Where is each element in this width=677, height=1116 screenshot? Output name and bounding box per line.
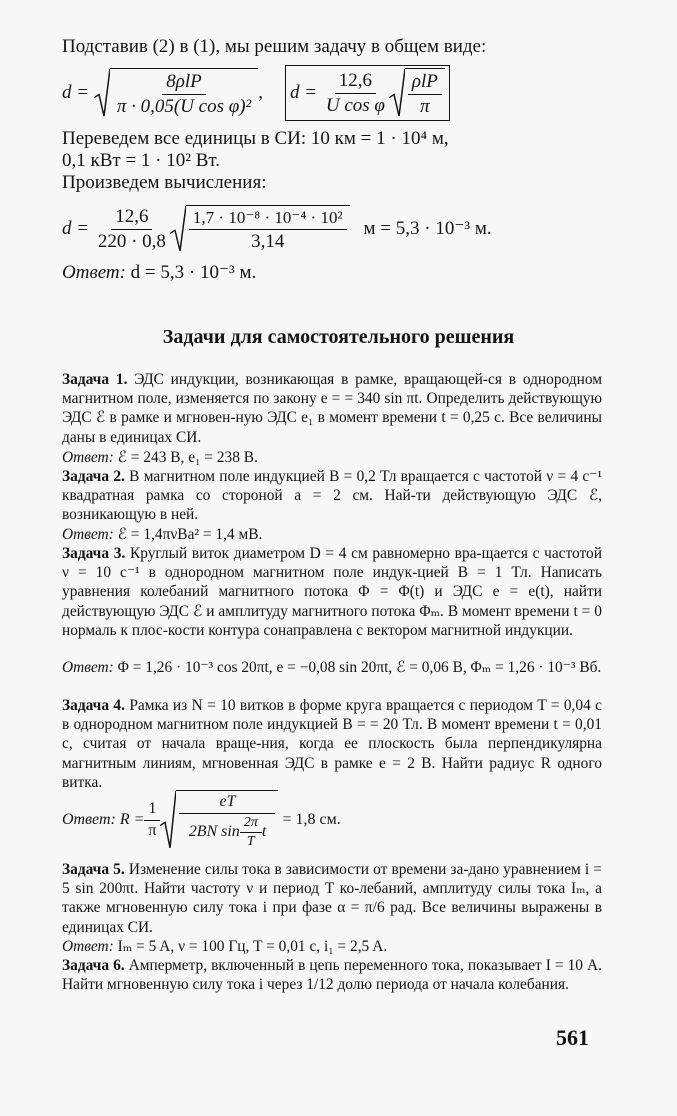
f4-den-a: 2BN sin	[188, 822, 240, 840]
answer-value: ℰ = 1,4πνBa² = 1,4 мВ.	[117, 526, 263, 543]
task-3	[62, 544, 602, 640]
task-text: В магнитном поле индукцией B = 0,2 Тл вращается с частотой ν = 4 с⁻¹ квадратная рамка со стороной a = 2 см. Най-ти действующую ЭДС ℰ, возникающую в ней.	[62, 468, 602, 524]
f4-rhs: = 1,8 см.	[282, 811, 341, 828]
task-text: Изменение силы тока в зависимости от времени за-дано уравнением i = 5 sin 200πt. Найти частоту ν и период T ко-лебаний, амплитуду силы тока Iₘ, а также мгновенную силу тока i при фазе α = π/6 рад. Все величины выражены в единицах СИ.	[62, 861, 602, 936]
f2-rden: π	[420, 96, 430, 117]
f4-sqrt	[160, 790, 278, 850]
task-text: Круглый виток диаметром D = 4 см равномерно вра-щается с частотой ν = 10 с⁻¹ в однородном магнитном поле индук-цией B = 1 Тл. Написать уравнения колебаний магнитного потока Φ = Φ(t) и ЭДС e = e(t), найти действующую ЭДС ℰ и амплитуду магнитного потока Φₘ. В момент времени t = 0 нормаль к плос-кости контура сонаправлена с вектором магнитной индукции.	[62, 545, 602, 639]
task-2	[62, 467, 602, 525]
f4-den-fnum: 2π	[240, 815, 262, 833]
f2-num: 12,6	[335, 70, 376, 94]
answer-label: Ответ:	[62, 449, 114, 466]
f3-lhs: d =	[62, 218, 90, 239]
task-label: Задача 3.	[62, 545, 126, 562]
task-label: Задача 5.	[62, 861, 125, 878]
f1-den: π · 0,05(U cos φ)²	[116, 96, 252, 117]
task-3-answer	[62, 658, 602, 677]
f2-lhs: d =	[290, 82, 318, 103]
page-number: 561	[556, 1025, 589, 1050]
answer-label: Ответ:	[62, 811, 116, 828]
task-1-answer	[62, 448, 602, 467]
si-line-2: 0,1 кВт = 1 · 10² Вт.	[62, 150, 220, 171]
f1-lhs: d =	[62, 82, 90, 103]
answer-value: Φ = 1,26 · 10⁻³ cos 20πt, e = −0,08 sin 20πt, ℰ = 0,06 В, Φₘ = 1,26 · 10⁻³ Вб.	[117, 659, 602, 676]
f1-sqrt	[94, 68, 258, 118]
f3-num: 12,6	[111, 206, 152, 230]
intro-line: Подставив (2) в (1), мы решим задачу в общем виде:	[62, 36, 487, 57]
task-label: Задача 6.	[62, 957, 125, 974]
f3-rnum: 1,7 · 10⁻⁸ · 10⁻⁴ · 10²	[189, 208, 347, 230]
task-label: Задача 2.	[62, 468, 125, 485]
f3-den: 220 · 0,8	[97, 230, 166, 252]
formula-calc	[62, 196, 642, 262]
f4-k-num: 1	[144, 800, 160, 820]
si-line-1: Переведем все единицы в СИ: 10 км = 1 · 10⁴ м,	[62, 128, 449, 149]
f3-rden: 3,14	[251, 230, 285, 252]
answer-value: Iₘ = 5 A, ν = 100 Гц, T = 0,01 с, i₁ = 2,5 A.	[117, 938, 388, 955]
f1-num: 8ρlP	[162, 71, 206, 95]
answer-label: Ответ:	[62, 659, 114, 676]
calc-line: Произведем вычисления:	[62, 172, 267, 193]
section-heading: Задачи для самостоятельного решения	[162, 326, 515, 348]
answer-value: d = 5,3 · 10⁻³ м.	[130, 262, 257, 283]
task-5-answer	[62, 937, 602, 956]
task-5	[62, 860, 602, 937]
task-label: Задача 1.	[62, 371, 128, 388]
f4-k-den: π	[148, 821, 157, 839]
formula-boxed	[285, 65, 450, 121]
task-label: Задача 4.	[62, 697, 125, 714]
f4-num: eT	[179, 793, 275, 813]
answer-value: ℰ = 243 В, e₁ = 238 В.	[117, 449, 258, 466]
answer-label: Ответ:	[62, 938, 114, 955]
task-text: Рамка из N = 10 витков в форме круга вращается с периодом T = 0,04 с в однородном магнитном поле индукцией B = = 20 Тл. В момент времени t = 0,01 с, считая от начала враще-ния, когда ее плоскость была перпендикулярна магнитным линиям, мгновенная ЭДС в рамке e = 2 В. Найти радиус R одного витка.	[62, 697, 602, 791]
formula-general	[62, 60, 622, 126]
task-2-answer	[62, 525, 602, 544]
task-6	[62, 956, 602, 994]
f4-den-b: t	[261, 822, 267, 840]
task-text: Амперметр, включенный в цепь переменного тока, показывает I = 10 А. Найти мгновенную силу тока i через 1/12 долю периода от начала колебания.	[62, 957, 602, 994]
task-4-answer	[62, 784, 602, 856]
f2-rnum: ρlP	[408, 71, 442, 95]
f4-lhs: R =	[119, 811, 145, 828]
f3-rhs: м = 5,3 · 10⁻³ м.	[363, 218, 492, 239]
answer-label: Ответ:	[62, 262, 126, 283]
answer-label: Ответ:	[62, 526, 114, 543]
task-text: ЭДС индукции, возникающая в рамке, вращающей-ся в однородном магнитном поле, изменяется по закону e = = 340 sin πt. Определить действующую ЭДС ℰ в рамке и мгновен-ную ЭДС e₁ в момент времени t = 0,25 с. Все величины даны в единицах СИ.	[62, 371, 602, 446]
intro-answer	[62, 262, 622, 284]
task-4	[62, 696, 602, 792]
f1-comma: ,	[258, 82, 264, 103]
f3-sqrt	[170, 205, 350, 252]
f4-den-fden: T	[246, 833, 255, 849]
f2-den: U cos φ	[325, 94, 385, 116]
f2-sqrt	[389, 68, 445, 118]
task-1	[62, 370, 602, 447]
